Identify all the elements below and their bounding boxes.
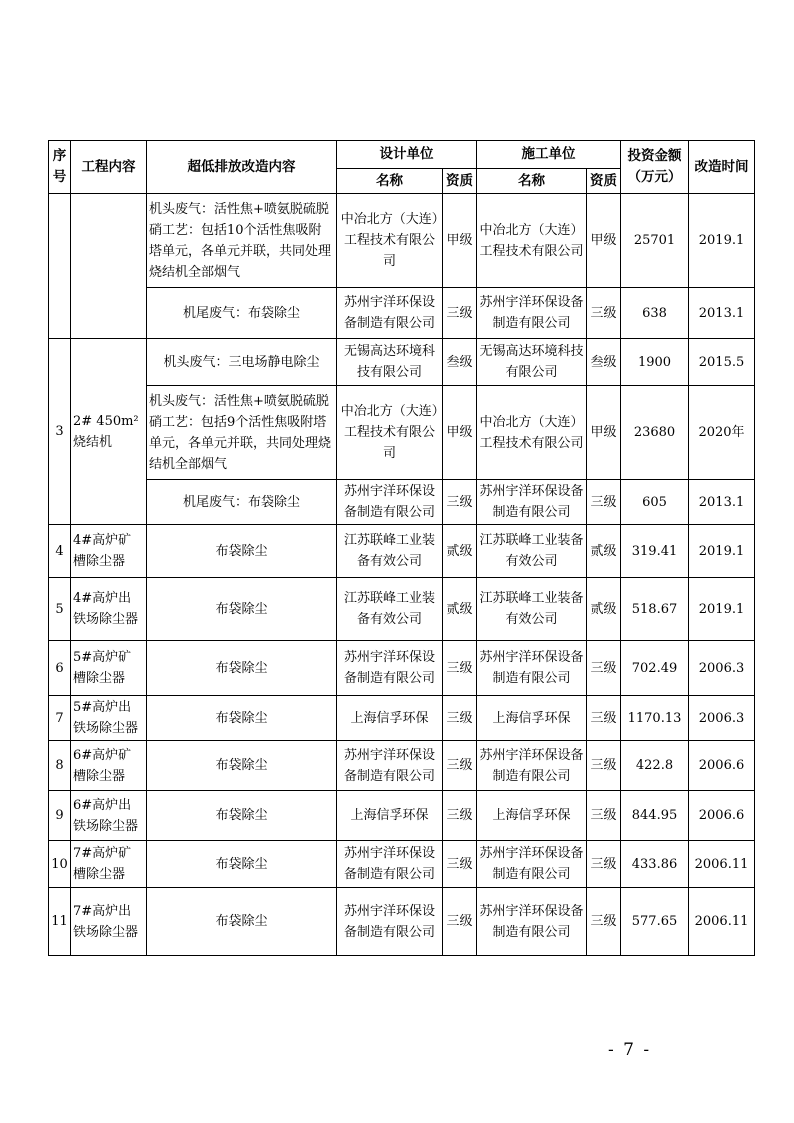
- design-qual-cell: 贰级: [443, 525, 477, 578]
- design-name-cell: 苏州宇洋环保设备制造有限公司: [337, 641, 443, 696]
- investment-cell: 25701: [621, 194, 689, 288]
- seq-cell: [49, 194, 71, 339]
- cons-name-cell: 江苏联峰工业装备有效公司: [477, 525, 587, 578]
- time-cell: 2006.11: [689, 841, 755, 888]
- project-cell: 7#高炉矿槽除尘器: [71, 841, 147, 888]
- renovation-table: [48, 140, 755, 956]
- design-qual-cell: 三级: [443, 791, 477, 841]
- seq-cell: 10: [49, 841, 71, 888]
- design-name-cell: 苏州宇洋环保设备制造有限公司: [337, 888, 443, 956]
- time-cell: 2019.1: [689, 578, 755, 641]
- cons-name-cell: 苏州宇洋环保设备制造有限公司: [477, 288, 587, 339]
- investment-cell: 518.67: [621, 578, 689, 641]
- table-row: [49, 525, 755, 578]
- investment-cell: 577.65: [621, 888, 689, 956]
- investment-cell: 638: [621, 288, 689, 339]
- header-design-name: 名称: [337, 169, 443, 194]
- cons-name-cell: 苏州宇洋环保设备制造有限公司: [477, 480, 587, 525]
- cons-qual-cell: 甲级: [587, 386, 621, 480]
- table-row: [49, 386, 755, 480]
- design-name-cell: 上海信孚环保: [337, 791, 443, 841]
- cons-qual-cell: 贰级: [587, 578, 621, 641]
- table-row: [49, 339, 755, 386]
- investment-cell: 23680: [621, 386, 689, 480]
- table-row: [49, 480, 755, 525]
- time-cell: 2019.1: [689, 525, 755, 578]
- content-cell: 机头废气：三电场静电除尘: [147, 339, 337, 386]
- investment-cell: 1170.13: [621, 696, 689, 741]
- project-cell: 2# 450m² 烧结机: [71, 339, 147, 525]
- time-cell: 2013.1: [689, 288, 755, 339]
- seq-cell: 8: [49, 741, 71, 791]
- content-cell: 布袋除尘: [147, 525, 337, 578]
- header-construction-qualification: 资质: [587, 169, 621, 194]
- design-qual-cell: 甲级: [443, 194, 477, 288]
- design-name-cell: 苏州宇洋环保设备制造有限公司: [337, 741, 443, 791]
- cons-qual-cell: 三级: [587, 741, 621, 791]
- header-seq: 序号: [49, 141, 71, 194]
- design-qual-cell: 甲级: [443, 386, 477, 480]
- cons-qual-cell: 三级: [587, 641, 621, 696]
- project-cell: 4#高炉出铁场除尘器: [71, 578, 147, 641]
- header-investment: 投资金额（万元）: [621, 141, 689, 194]
- design-name-cell: 无锡高达环境科技有限公司: [337, 339, 443, 386]
- table-row: [49, 194, 755, 288]
- design-qual-cell: 三级: [443, 480, 477, 525]
- design-qual-cell: 贰级: [443, 578, 477, 641]
- content-cell: 机头废气：活性焦+喷氨脱硫脱硝工艺：包括9个活性焦吸附塔单元，各单元并联，共同处理烧结机全部烟气: [147, 386, 337, 480]
- cons-qual-cell: 甲级: [587, 194, 621, 288]
- table-row: [49, 888, 755, 956]
- cons-name-cell: 苏州宇洋环保设备制造有限公司: [477, 841, 587, 888]
- seq-cell: 3: [49, 339, 71, 525]
- cons-qual-cell: 三级: [587, 288, 621, 339]
- design-qual-cell: 叁级: [443, 339, 477, 386]
- investment-cell: 433.86: [621, 841, 689, 888]
- design-name-cell: 苏州宇洋环保设备制造有限公司: [337, 841, 443, 888]
- cons-name-cell: 上海信孚环保: [477, 791, 587, 841]
- design-qual-cell: 三级: [443, 288, 477, 339]
- content-cell: 布袋除尘: [147, 696, 337, 741]
- seq-cell: 5: [49, 578, 71, 641]
- investment-cell: 422.8: [621, 741, 689, 791]
- content-cell: 布袋除尘: [147, 841, 337, 888]
- investment-cell: 702.49: [621, 641, 689, 696]
- project-cell: [71, 194, 147, 339]
- design-name-cell: 中冶北方（大连）工程技术有限公司: [337, 386, 443, 480]
- investment-cell: 605: [621, 480, 689, 525]
- cons-qual-cell: 贰级: [587, 525, 621, 578]
- time-cell: 2006.6: [689, 741, 755, 791]
- seq-cell: 9: [49, 791, 71, 841]
- cons-name-cell: 无锡高达环境科技有限公司: [477, 339, 587, 386]
- seq-cell: 11: [49, 888, 71, 956]
- time-cell: 2013.1: [689, 480, 755, 525]
- design-name-cell: 苏州宇洋环保设备制造有限公司: [337, 480, 443, 525]
- design-name-cell: 苏州宇洋环保设备制造有限公司: [337, 288, 443, 339]
- design-qual-cell: 三级: [443, 741, 477, 791]
- design-qual-cell: 三级: [443, 696, 477, 741]
- cons-name-cell: 上海信孚环保: [477, 696, 587, 741]
- cons-name-cell: 苏州宇洋环保设备制造有限公司: [477, 888, 587, 956]
- design-name-cell: 江苏联峰工业装备有效公司: [337, 525, 443, 578]
- table-row: [49, 741, 755, 791]
- header-construction-unit: 施工单位: [477, 141, 621, 169]
- table-row: [49, 791, 755, 841]
- table-row: [49, 288, 755, 339]
- content-cell: 布袋除尘: [147, 578, 337, 641]
- time-cell: 2006.3: [689, 696, 755, 741]
- investment-cell: 844.95: [621, 791, 689, 841]
- table-row: [49, 696, 755, 741]
- time-cell: 2006.11: [689, 888, 755, 956]
- cons-qual-cell: 三级: [587, 791, 621, 841]
- cons-qual-cell: 叁级: [587, 339, 621, 386]
- header-design-qualification: 资质: [443, 169, 477, 194]
- cons-name-cell: 苏州宇洋环保设备制造有限公司: [477, 641, 587, 696]
- time-cell: 2006.3: [689, 641, 755, 696]
- content-cell: 机头废气：活性焦+喷氨脱硫脱硝工艺：包括10个活性焦吸附塔单元，各单元并联，共同处理烧结机全部烟气: [147, 194, 337, 288]
- table-row: [49, 641, 755, 696]
- time-cell: 2006.6: [689, 791, 755, 841]
- time-cell: 2020年: [689, 386, 755, 480]
- cons-name-cell: 中冶北方（大连）工程技术有限公司: [477, 386, 587, 480]
- project-cell: 4#高炉矿槽除尘器: [71, 525, 147, 578]
- content-cell: 布袋除尘: [147, 741, 337, 791]
- design-qual-cell: 三级: [443, 641, 477, 696]
- content-cell: 布袋除尘: [147, 641, 337, 696]
- header-content: 超低排放改造内容: [147, 141, 337, 194]
- table-row: [49, 841, 755, 888]
- design-qual-cell: 三级: [443, 888, 477, 956]
- content-cell: 布袋除尘: [147, 791, 337, 841]
- design-qual-cell: 三级: [443, 841, 477, 888]
- design-name-cell: 中冶北方（大连）工程技术有限公司: [337, 194, 443, 288]
- seq-cell: 4: [49, 525, 71, 578]
- project-cell: 7#高炉出铁场除尘器: [71, 888, 147, 956]
- cons-qual-cell: 三级: [587, 696, 621, 741]
- cons-name-cell: 江苏联峰工业装备有效公司: [477, 578, 587, 641]
- design-name-cell: 上海信孚环保: [337, 696, 443, 741]
- cons-qual-cell: 三级: [587, 480, 621, 525]
- cons-qual-cell: 三级: [587, 888, 621, 956]
- content-cell: 机尾废气：布袋除尘: [147, 288, 337, 339]
- content-cell: 布袋除尘: [147, 888, 337, 956]
- table-row: [49, 578, 755, 641]
- project-cell: 6#高炉矿槽除尘器: [71, 741, 147, 791]
- header-time: 改造时间: [689, 141, 755, 194]
- header-construction-name: 名称: [477, 169, 587, 194]
- project-cell: 5#高炉矿槽除尘器: [71, 641, 147, 696]
- project-cell: 6#高炉出铁场除尘器: [71, 791, 147, 841]
- header-design-unit: 设计单位: [337, 141, 477, 169]
- time-cell: 2015.5: [689, 339, 755, 386]
- cons-qual-cell: 三级: [587, 841, 621, 888]
- investment-cell: 319.41: [621, 525, 689, 578]
- header-project: 工程内容: [71, 141, 147, 194]
- content-cell: 机尾废气：布袋除尘: [147, 480, 337, 525]
- cons-name-cell: 中冶北方（大连）工程技术有限公司: [477, 194, 587, 288]
- project-cell: 5#高炉出铁场除尘器: [71, 696, 147, 741]
- cons-name-cell: 苏州宇洋环保设备制造有限公司: [477, 741, 587, 791]
- page-number: - 7 -: [608, 1040, 652, 1060]
- seq-cell: 6: [49, 641, 71, 696]
- seq-cell: 7: [49, 696, 71, 741]
- investment-cell: 1900: [621, 339, 689, 386]
- design-name-cell: 江苏联峰工业装备有效公司: [337, 578, 443, 641]
- time-cell: 2019.1: [689, 194, 755, 288]
